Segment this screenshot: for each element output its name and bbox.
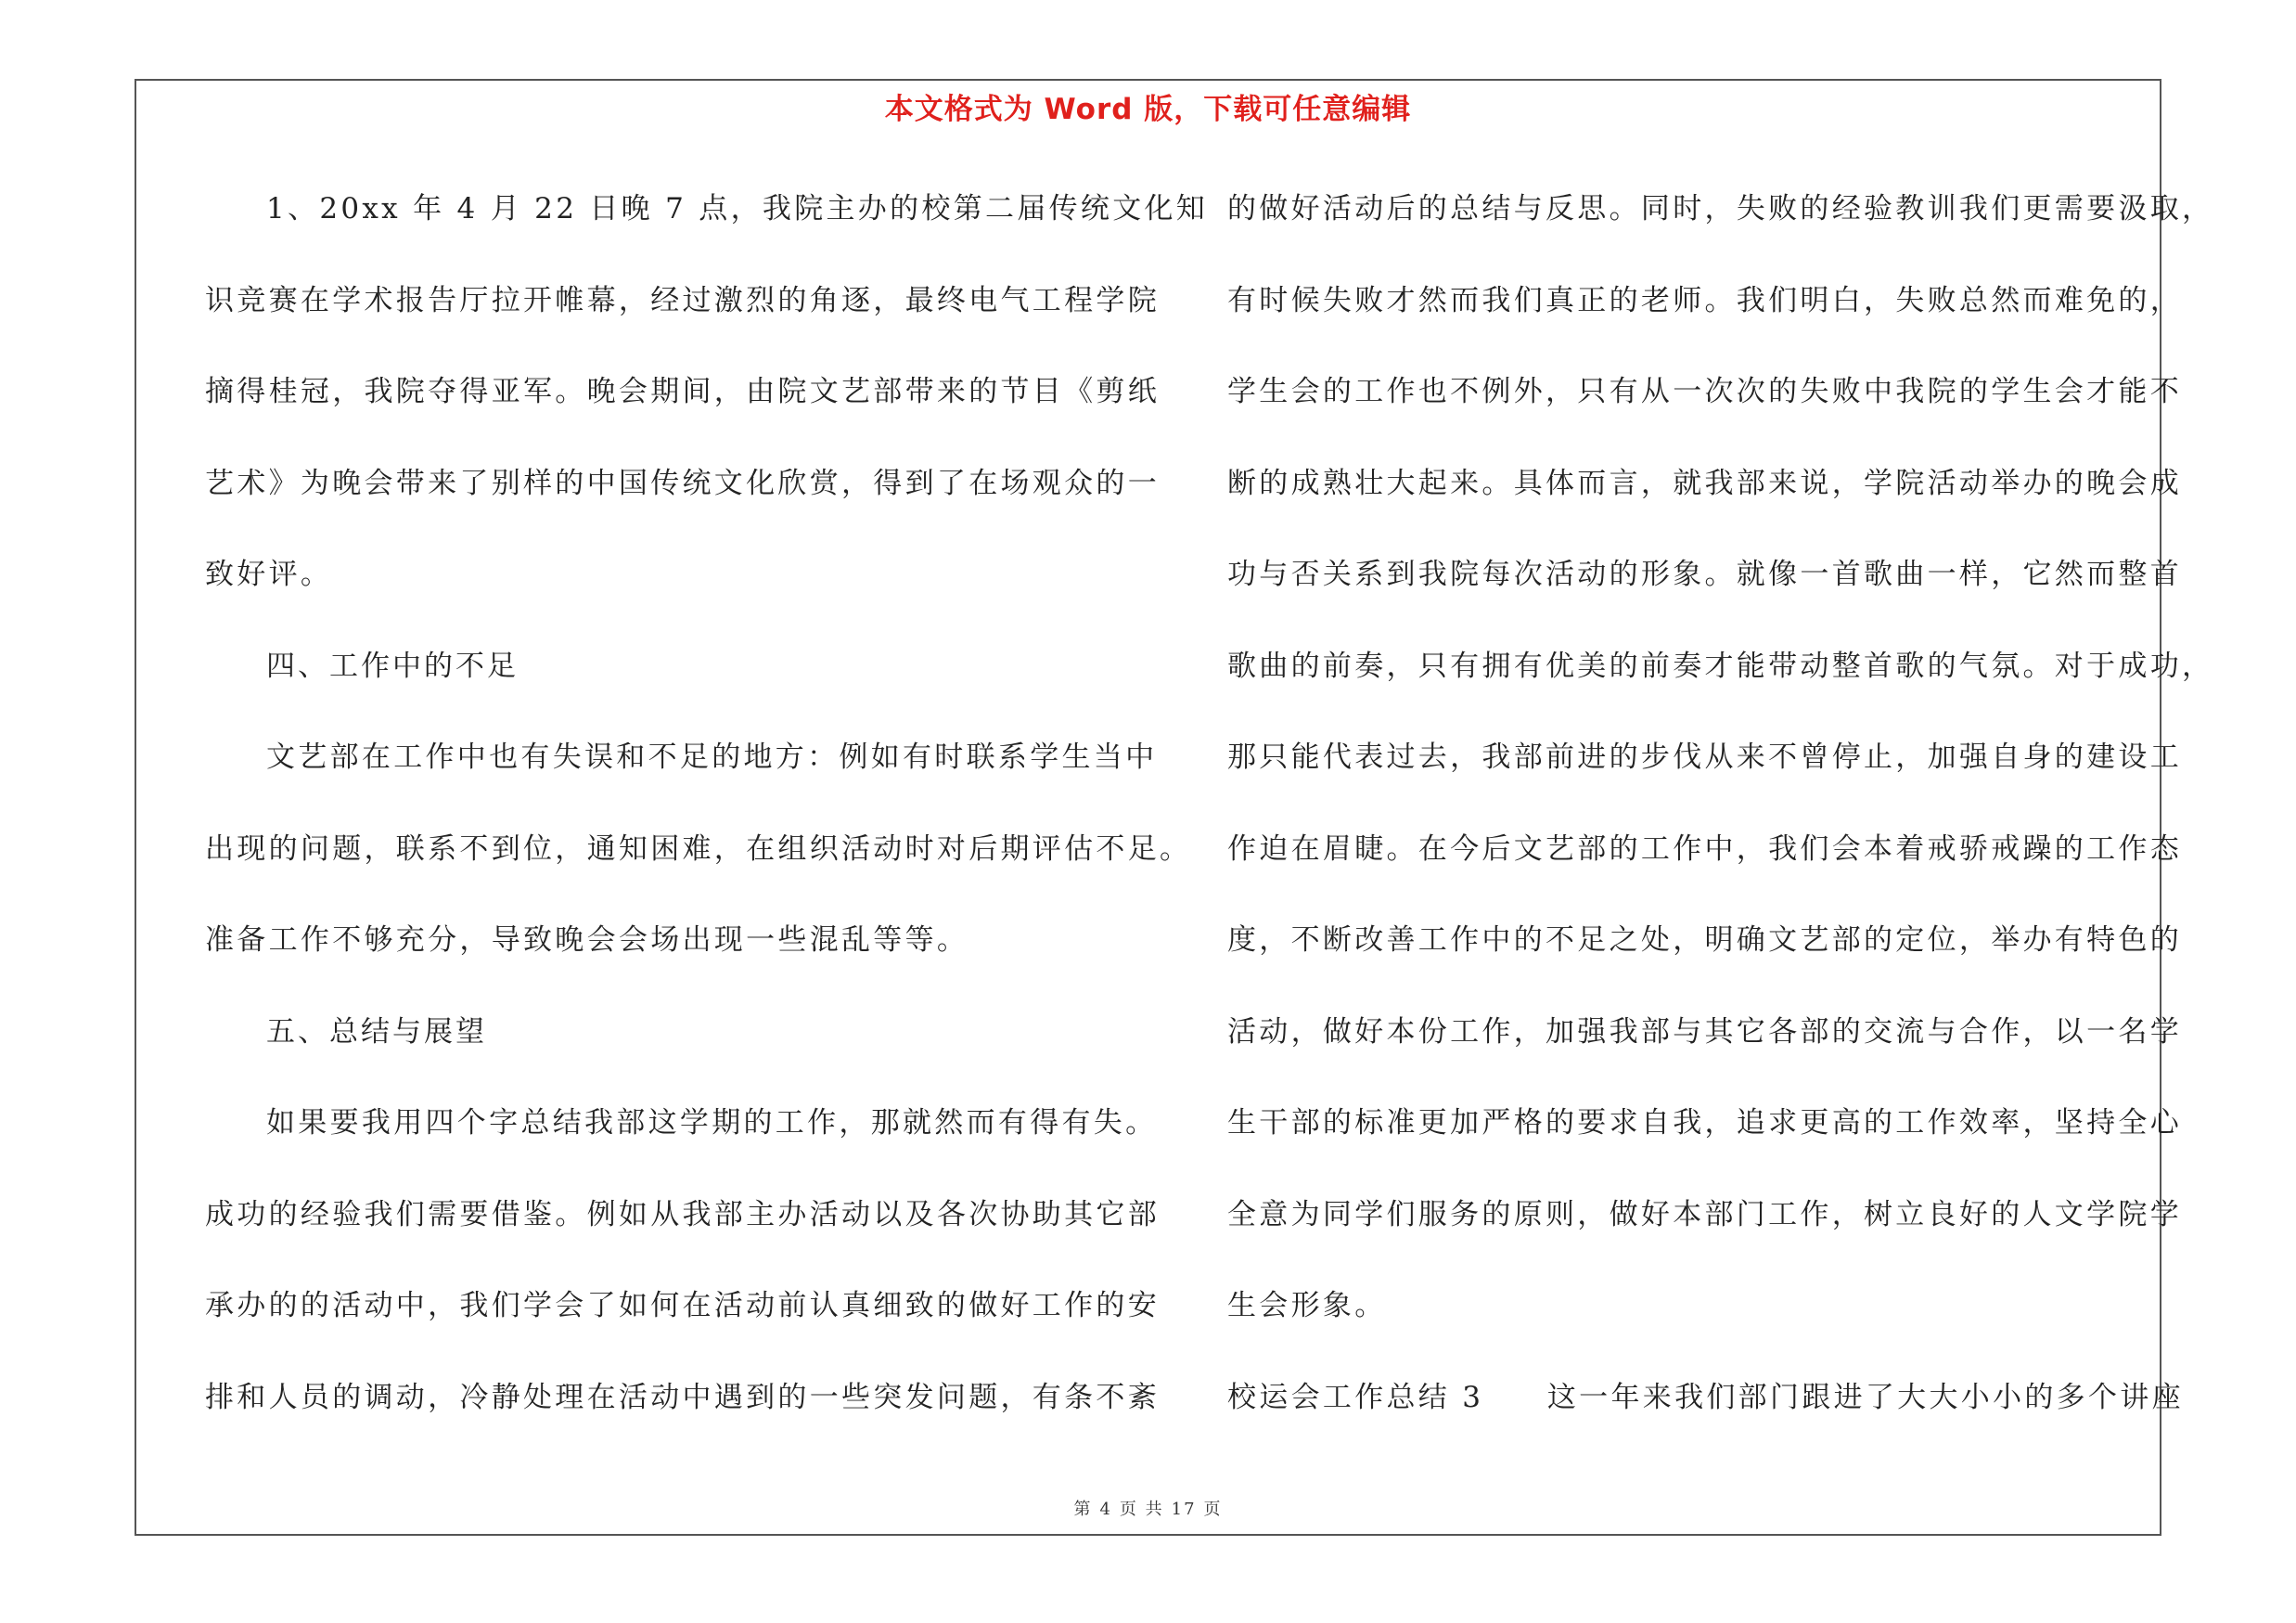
section-heading-summary: 五、总结与展望 <box>266 1014 487 1049</box>
paragraph-line: 作迫在眉睫。在今后文艺部的工作中，我们会本着戒骄戒躁的工作态 <box>1227 831 2182 866</box>
paragraph-line: 承办的的活动中，我们学会了如何在活动前认真细致的做好工作的安 <box>205 1289 1160 1322</box>
paragraph-line: 致好评。 <box>205 558 333 591</box>
current-page-number: 4 <box>1099 1500 1112 1519</box>
paragraph-line: 出现的问题，联系不到位，通知困难，在组织活动时对后期评估不足。 <box>205 831 1192 866</box>
paragraph-line: 度，不断改善工作中的不足之处，明确文艺部的定位，举办有特色的 <box>1227 923 2182 957</box>
format-banner: 本文格式为 Word 版，下载可任意编辑 <box>884 93 1412 126</box>
paragraph-line: 活动，做好本份工作，加强我部与其它各部的交流与合作，以一名学 <box>1227 1014 2182 1049</box>
paragraph-line: 校运会工作总结 3 这一年来我们部门跟进了大大小小的多个讲座 <box>1227 1380 2184 1414</box>
paragraph-line: 准备工作不够充分，导致晚会会场出现一些混乱等等。 <box>205 923 969 957</box>
paragraph-line: 艺术》为晚会带来了别样的中国传统文化欣赏，得到了在场观众的一 <box>205 466 1160 500</box>
paragraph-line: 文艺部在工作中也有失误和不足的地方：例如有时联系学生当中 <box>266 741 1158 774</box>
paragraph-line: 生干部的标准更加严格的要求自我，追求更高的工作效率，坚持全心 <box>1227 1106 2182 1140</box>
paragraph-line: 识竞赛在学术报告厅拉开帷幕，经过激烈的角逐，最终电气工程学院 <box>205 283 1160 317</box>
paragraph-line: 生会形象。 <box>1227 1289 1387 1322</box>
footer-suffix: 页 <box>1203 1500 1223 1519</box>
paragraph-line: 排和人员的调动，冷静处理在活动中遇到的一些突发问题，有条不紊 <box>205 1380 1160 1414</box>
total-pages-number: 17 <box>1171 1500 1197 1519</box>
paragraph-line: 断的成熟壮大起来。具体而言，就我部来说，学院活动举办的晚会成 <box>1227 466 2182 500</box>
paragraph-line: 摘得桂冠，我院夺得亚军。晚会期间，由院文艺部带来的节目《剪纸 <box>205 375 1160 408</box>
right-column <box>1227 186 2214 1465</box>
paragraph-line: 有时候失败才然而我们真正的老师。我们明白，失败总然而难免的， <box>1227 283 2182 317</box>
paragraph-line: 那只能代表过去，我部前进的步伐从来不曾停止，加强自身的建设工 <box>1227 741 2182 774</box>
left-column <box>205 186 1209 1465</box>
footer-prefix: 第 <box>1073 1500 1093 1519</box>
footer-middle: 页 共 <box>1119 1500 1164 1519</box>
paragraph-line: 成功的经验我们需要借鉴。例如从我部主办活动以及各次协助其它部 <box>205 1197 1160 1231</box>
section-heading-shortcomings: 四、工作中的不足 <box>266 649 519 683</box>
paragraph-line: 1、20xx 年 4 月 22 日晚 7 点，我院主办的校第二届传统文化知 <box>266 192 1209 225</box>
paragraph-line: 全意为同学们服务的原则，做好本部门工作，树立良好的人文学院学 <box>1227 1197 2182 1231</box>
paragraph-line: 歌曲的前奏，只有拥有优美的前奏才能带动整首歌的气氛。对于成功， <box>1227 649 2214 683</box>
page-footer <box>0 1496 2296 1520</box>
paragraph-line: 功与否关系到我院每次活动的形象。就像一首歌曲一样，它然而整首 <box>1227 558 2182 591</box>
paragraph-line: 的做好活动后的总结与反思。同时，失败的经验教训我们更需要汲取， <box>1227 192 2214 225</box>
paragraph-line: 如果要我用四个字总结我部这学期的工作，那就然而有得有失。 <box>266 1106 1158 1140</box>
paragraph-line: 学生会的工作也不例外，只有从一次次的失败中我院的学生会才能不 <box>1227 375 2182 408</box>
